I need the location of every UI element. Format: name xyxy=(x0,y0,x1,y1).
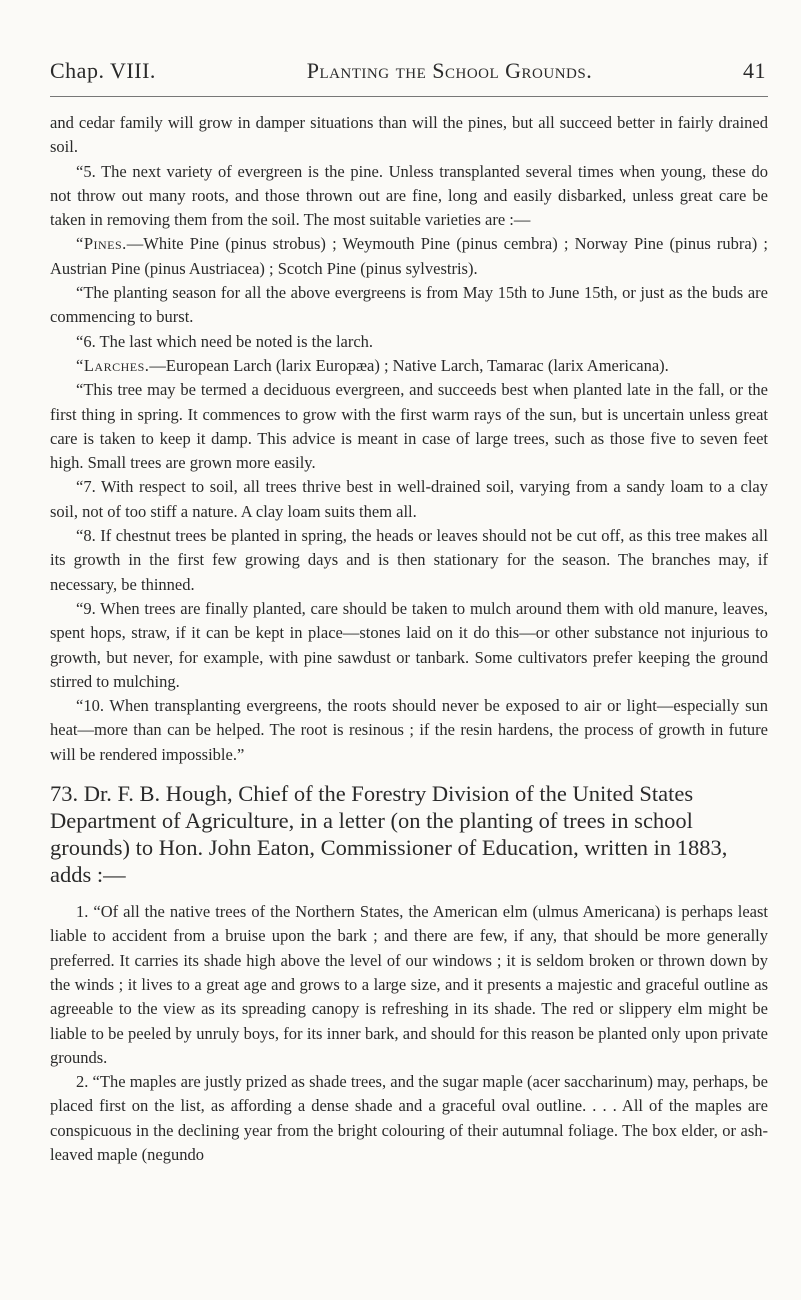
running-header xyxy=(50,58,768,84)
paragraph: 2. “The maples are justly prized as shade trees, and the sugar maple (acer saccharinum) may, perhaps, be placed first on the list, as affording a dense shade and a graceful oval outline. . . . All of the maples are conspicuous in the declining year from the bright colouring of their autumnal foliage. The box elder, or ash-leaved maple (negundo xyxy=(50,1072,768,1164)
paragraph: “5. The next variety of evergreen is the pine. Unless transplanted several times when young, these do not throw out many roots, and those thrown out are fine, long and easily disbarked, unless great care be taken in removing them from the soil. The most suitable varieties are :— xyxy=(50,161,768,230)
list-lead: “Pines. xyxy=(76,234,127,254)
paragraph xyxy=(50,354,768,378)
paragraph: “6. The last which need be noted is the larch. xyxy=(76,331,374,351)
header-rule xyxy=(50,96,768,97)
paragraph: “10. When transplanting evergreens, the roots should never be exposed to air or light—especially sun heat—more than can be helped. The root is resinous ; if the resin hardens, the process of growth in future will be rendered impossible.” xyxy=(50,696,768,764)
paragraph: “8. If chestnut trees be planted in spring, the heads or leaves should not be cut off, as this tree makes all its growth in the first few growing days and is then stationary for the season. The branches may, if necessary, be thinned. xyxy=(50,526,768,594)
page-body xyxy=(50,111,768,1167)
book-page xyxy=(50,58,768,1167)
paragraph-text: —European Larch (larix Europæa) ; Native Larch, Tamarac (larix Americana). xyxy=(149,355,669,375)
paragraph: “The planting season for all the above evergreens is from May 15th to June 15th, or just as the buds are commencing to burst. xyxy=(50,283,768,327)
paragraph: “7. With respect to soil, all trees thrive best in well-drained soil, varying from a sandy loam to a clay soil, not of too stiff a nature. A clay loam suits them all. xyxy=(50,477,768,521)
paragraph: “This tree may be termed a deciduous evergreen, and succeeds best when planted late in the fall, or the first thing in spring. It commences to grow with the first warm rays of the sun, but is uncertain unless great care is taken to keep it damp. This advice is meant in case of large trees, such as those five to seven feet high. Small trees are grown more easily. xyxy=(50,380,768,473)
chapter-label: Chap. VIII. xyxy=(50,58,156,83)
paragraph: “9. When trees are finally planted, care should be taken to mulch around them with old manure, leaves, spent hops, straw, if it can be kept in place—stones laid on it do this—or other substance not injurious to growth, but never, for example, with pine sawdust or tanbark. Some cultivators prefer keeping the ground stirred to mulching. xyxy=(50,598,768,691)
paragraph xyxy=(50,232,768,281)
paragraph-text: —White Pine (pinus strobus) ; Weymouth Pine (pinus cembra) ; Norway Pine (pinus rubra) ; Austrian Pine (pinus Austriacea) ; Scotch Pine (pinus sylvestris). xyxy=(50,234,768,278)
list-lead: “Larches. xyxy=(76,355,150,375)
section-heading: 73. Dr. F. B. Hough, Chief of the Forestry Division of the United States Department of Agriculture, in a letter (on the planting of trees in school grounds) to Hon. John Eaton, Commissioner of Education, written in 1883, adds :— xyxy=(50,781,728,888)
paragraph: 1. “Of all the native trees of the Northern States, the American elm (ulmus Americana) is perhaps least liable to accident from a bruise upon the bark ; and there are few, if any, that should be more generally preferred. It carries its shade high above the level of our windows ; it is seldom broken or thrown down by the winds ; it lives to a great age and grows to a large size, and it presents a majestic and graceful outline as agreeable to the view as its spreading canopy is refreshing in its shade. The red or slippery elm might be liable to be peeled by unruly boys, for its inner bark, and should for this reason be planted only upon private grounds. xyxy=(50,902,768,1067)
paragraph: and cedar family will grow in damper situations than will the pines, but all succeed better in fairly drained soil. xyxy=(50,113,768,157)
page-number: 41 xyxy=(743,58,766,83)
running-title: Planting the School Grounds. xyxy=(306,58,593,83)
